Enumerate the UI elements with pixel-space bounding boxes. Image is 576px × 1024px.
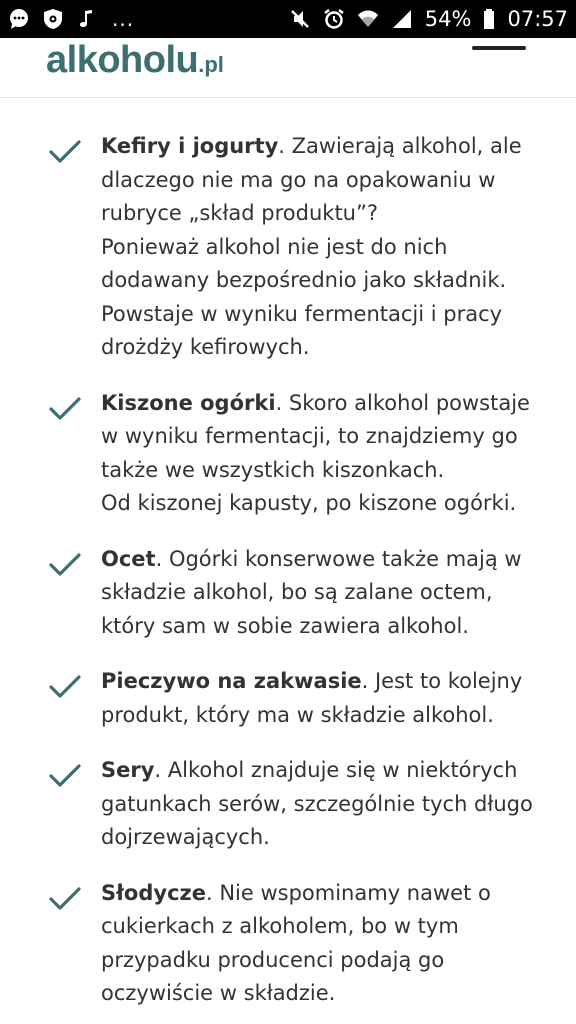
signal-icon: [391, 8, 413, 30]
list-item-body: . Nie wspominamy nawet o cukierkach z alkoholem, bo w tym przypadku producenci podają go oczywiście w składzie.: [101, 880, 491, 1005]
list-item: [0, 754, 576, 855]
site-logo[interactable]: [46, 38, 224, 87]
list-item-body: . Alkohol znajduje się w niektórych gatunkach serów, szczególnie tych długo dojrzewających.: [101, 758, 533, 849]
logo-suffix: .pl: [198, 52, 224, 77]
checkmark-icon: [48, 395, 82, 423]
list-item-body: . Skoro alkohol powstaje w wyniku fermentacji, to znajdziemy go także we wszystkich kiszonkach. Od kiszonej kapusty, po kiszone ogórki.: [101, 390, 530, 515]
list-item-body: . Jest to kolejny produkt, który ma w składzie alkohol.: [101, 669, 523, 727]
list-item: [0, 543, 576, 644]
wifi-icon: [357, 8, 379, 30]
status-bar-left: [8, 7, 134, 31]
checkmark-icon: [48, 551, 82, 579]
mute-icon: [289, 8, 311, 30]
checkmark-icon: [48, 885, 82, 913]
more-notifications-indicator: ...: [112, 7, 135, 31]
list-item: [0, 387, 576, 521]
list-item-text: [101, 665, 536, 732]
music-note-icon: [76, 8, 98, 30]
list-item-text: [101, 387, 536, 521]
list-item-body: . Zawierają alkohol, ale dlaczego nie ma go na opakowaniu w rubryce „skład produktu”? Ponieważ alkohol nie jest do nich dodawany bezpośrednio jako składnik. Powstaje w wyniku fermentacji i pracy drożdży kefirowych.: [101, 134, 522, 359]
list-item-title: Kiszone ogórki: [101, 390, 276, 415]
list-item-text: [101, 754, 536, 855]
list-item: [0, 665, 576, 732]
list-item-title: Słodycze: [101, 880, 206, 905]
battery-level: 54%: [424, 7, 472, 31]
logo-main: alkoholu: [46, 39, 199, 81]
shield-icon: [42, 8, 64, 30]
status-bar: [0, 0, 576, 38]
list-item-body: . Ogórki konserwowe także mają w składzie alkohol, bo są zalane octem, który sam w sobie zawiera alkohol.: [101, 546, 522, 638]
menu-button[interactable]: [472, 46, 526, 50]
list-item-title: Kefiry i jogurty: [101, 134, 279, 158]
checkmark-icon: [48, 673, 82, 701]
list-item-title: Ocet: [101, 546, 156, 571]
status-bar-right: [289, 7, 568, 31]
list-item-text: [101, 877, 536, 1011]
battery-icon: [483, 8, 495, 30]
list-item-text: [101, 543, 536, 644]
list-item-title: Sery: [101, 758, 155, 782]
list-item-title: Pieczywo na zakwasie: [101, 669, 362, 693]
site-header: [0, 38, 576, 98]
checkmark-icon: [48, 762, 82, 790]
clock: 07:57: [507, 7, 568, 31]
list-item: [0, 877, 576, 1011]
list-item: [0, 130, 576, 365]
chat-bubble-icon: [8, 8, 30, 30]
checklist: [0, 130, 576, 1024]
list-item-text: [101, 130, 536, 365]
alarm-clock-icon: [323, 8, 345, 30]
checkmark-icon: [48, 138, 82, 166]
